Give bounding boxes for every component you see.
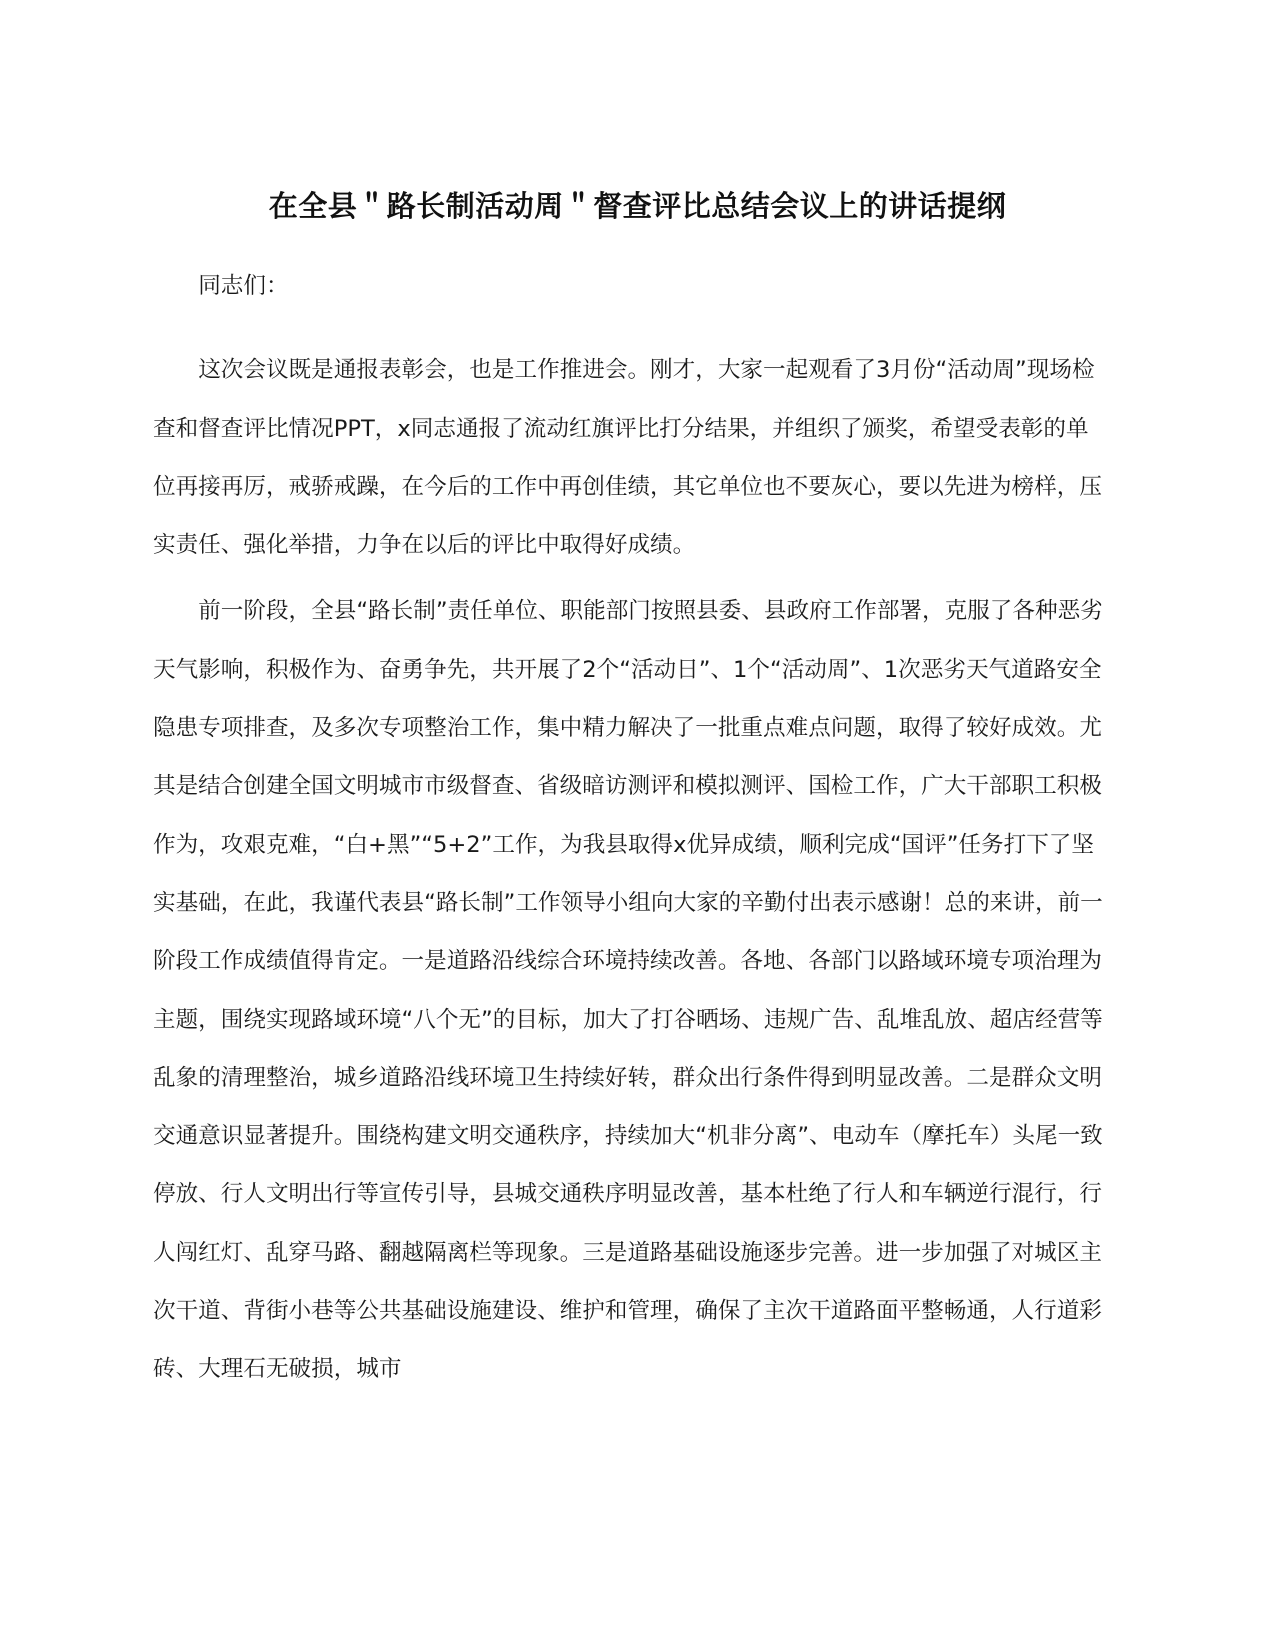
document-title: 在全县＂路长制活动周＂督查评比总结会议上的讲话提纲	[268, 189, 1007, 223]
paragraph-1: 这次会议既是通报表彰会，也是工作推进会。刚才，大家一起观看了3月份“活动周”现场检查和督查评比情况PPT，x同志通报了流动红旗评比打分结果，并组织了颁奖，希望受表彰的单位再接再厉，戒骄戒躁，在今后的工作中再创佳绩，其它单位也不要灰心，要以先进为榜样，压实责任、强化举措，力争在以后的评比中取得好成绩。	[153, 357, 1102, 559]
paragraph-2: 前一阶段，全县“路长制”责任单位、职能部门按照县委、县政府工作部署，克服了各种恶劣天气影响，积极作为、奋勇争先，共开展了2个“活动日”、1个“活动周”、1次恶劣天气道路安全隐患专项排查，及多次专项整治工作，集中精力解决了一批重点难点问题，取得了较好成效。尤其是结合创建全国文明城市市级督查、省级暗访测评和模拟测评、国检工作，广大干部职工积极作为，攻艰克难，“白+黑”“5+2”工作，为我县取得x优异成绩，顺利完成“国评”任务打下了坚实基础，在此，我谨代表县“路长制”工作领导小组向大家的辛勤付出表示感谢！总的来讲，前一阶段工作成绩值得肯定。一是道路沿线综合环境持续改善。各地、各部门以路域环境专项治理为主题，围绕实现路域环境“八个无”的目标，加大了打谷晒场、违规广告、乱堆乱放、超店经营等乱象的清理整治，城乡道路沿线环境卫生持续好转，群众出行条件得到明显改善。二是群众文明交通意识显著提升。围绕构建文明交通秩序，持续加大“机非分离”、电动车（摩托车）头尾一致停放、行人文明出行等宣传引导，县城交通秩序明显改善，基本杜绝了行人和车辆逆行混行，行人闯红灯、乱穿马路、翻越隔离栏等现象。三是道路基础设施逐步完善。进一步加强了对城区主次干道、背街小巷等公共基础设施建设、维护和管理，确保了主次干道路面平整畅通，人行道彩砖、大理石无破损，城市	[153, 598, 1103, 1383]
document-body	[153, 237, 1103, 1399]
salutation: 同志们：	[198, 273, 289, 299]
